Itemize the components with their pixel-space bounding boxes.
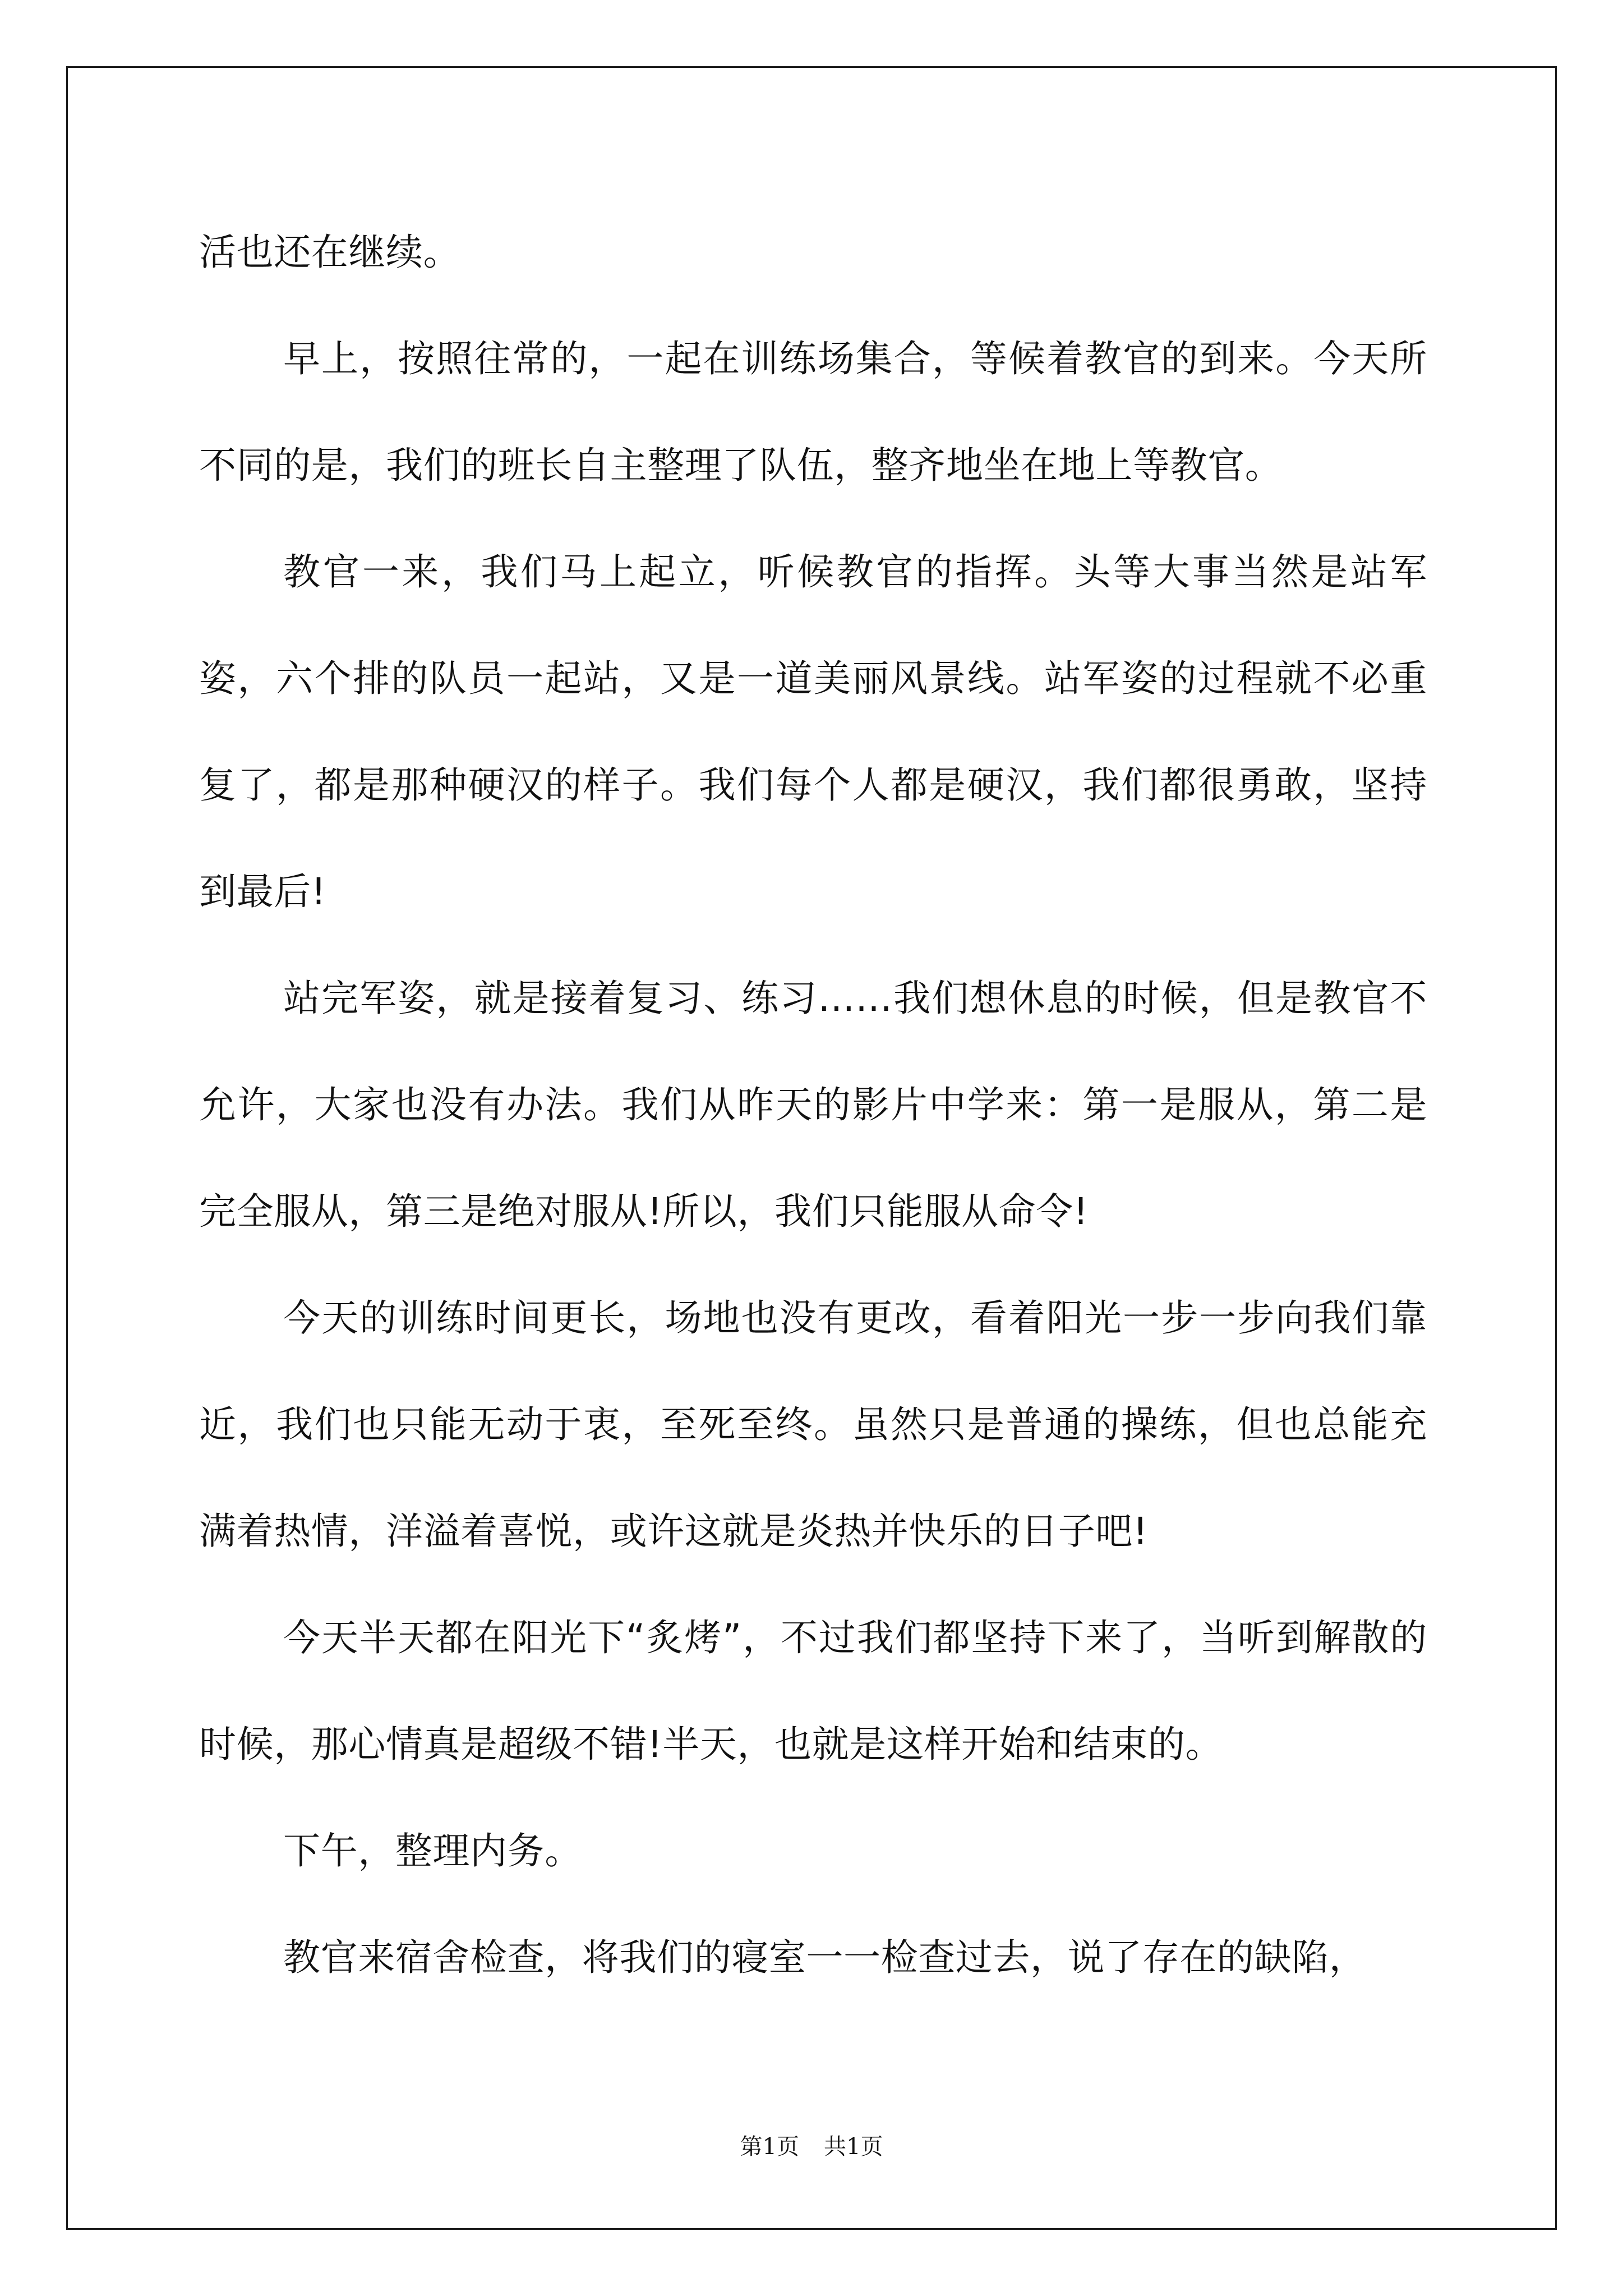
document-body (199, 199, 1427, 2011)
page-number-current: 第1页 (740, 2134, 799, 2160)
paragraph-6: 今天半天都在阳光下“炙烤”，不过我们都坚持下来了，当听到解散的时候，那心情真是超级不错!半天，也就是这样开始和结束的。 (199, 1616, 1427, 1766)
page-footer (0, 2129, 1623, 2161)
paragraph-7: 下午，整理内务。 (283, 1829, 582, 1872)
paragraph-8: 教官来宿舍检查，将我们的寝室一一检查过去，说了存在的缺陷， (283, 1936, 1367, 1979)
paragraph-3: 教官一来，我们马上起立，听候教官的指挥。头等大事当然是站军姿，六个排的队员一起站，又是一道美丽风景线。站军姿的过程就不必重复了，都是那种硬汉的样子。我们每个人都是硬汉，我们都很勇敢，坚持到最后! (199, 550, 1427, 913)
paragraph-5: 今天的训练时间更长，场地也没有更改，看着阳光一步一步向我们靠近，我们也只能无动于衷，至死至终。虽然只是普通的操练，但也总能充满着热情，洋溢着喜悦，或许这就是炎热并快乐的日子吧! (199, 1296, 1427, 1553)
page-number-total: 共1页 (824, 2134, 883, 2160)
paragraph-4: 站完军姿，就是接着复习、练习……我们想休息的时候，但是教官不允许，大家也没有办法。我们从昨天的影片中学来：第一是服从，第二是完全服从，第三是绝对服从!所以，我们只能服从命令! (199, 977, 1427, 1233)
paragraph-1: 活也还在继续。 (199, 231, 461, 274)
paragraph-2: 早上，按照往常的，一起在训练场集合，等候着教官的到来。今天所不同的是，我们的班长自主整理了队伍，整齐地坐在地上等教官。 (199, 337, 1427, 487)
